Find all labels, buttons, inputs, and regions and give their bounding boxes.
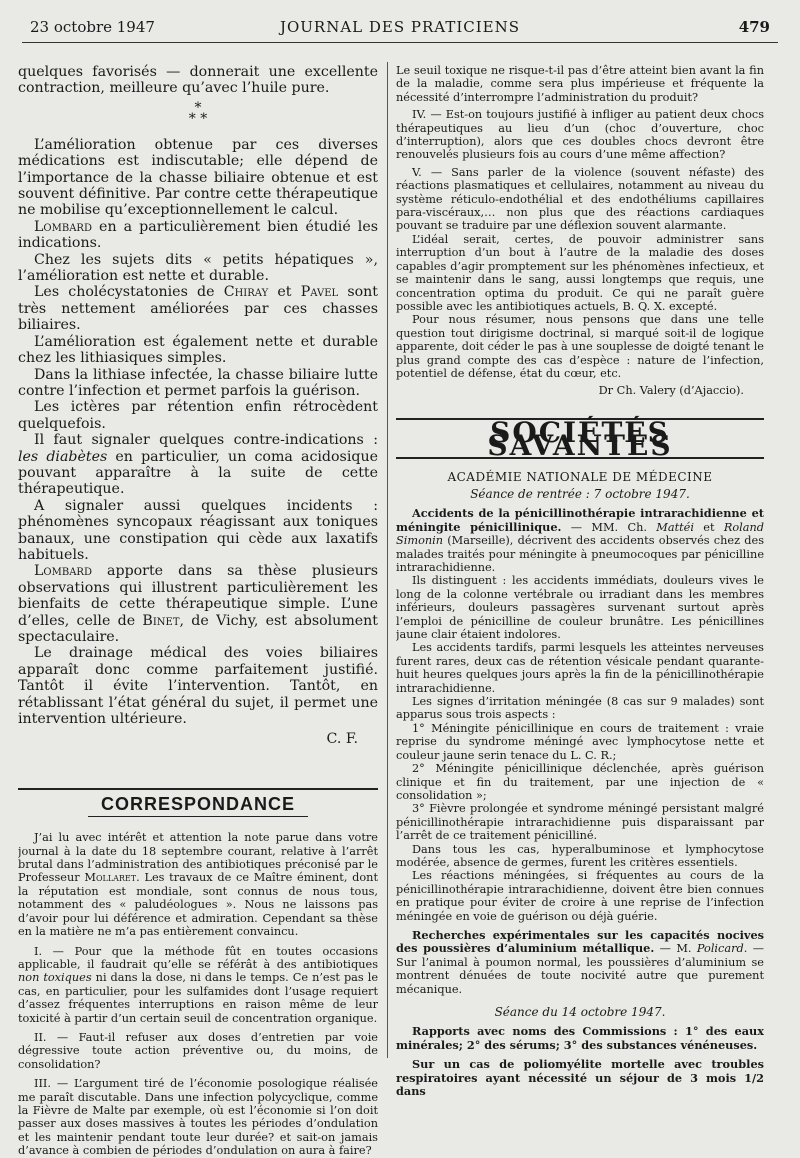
author-name: Lombard — [34, 563, 92, 580]
text: en particulier, un coma acidosique pouvant apparaître à la suite de cette thérapeutique. — [18, 448, 378, 498]
article-title: Recherches expérimentales sur les capacités nocives des poussières d’aluminium métallique. — [396, 927, 764, 956]
author-name: Roland Simonin — [396, 520, 764, 548]
paragraph: Dans la lithiase infectée, la chasse biliaire lutte contre l’infection et permet parfois la guérison. — [18, 366, 378, 399]
author-name: Mattéi — [656, 520, 694, 534]
paragraph: L’amélioration est également nette et durable chez les lithiasiques simples. — [18, 333, 378, 367]
paragraph: V. — Sans parler de la violence (souvent néfaste) des réactions plasmatiques et cellulaires, notamment au niveau du système réticulo-endothélial et des endothéliums capillaires para-viscéraux,… non plus que des réactions cardiaques pouvant se traduire par une déflexion souvent alarmante. — [396, 165, 764, 233]
issue-date: 23 octobre 1947 — [30, 18, 155, 36]
author-name: Mollaret — [84, 871, 137, 885]
paragraph: quelques favorisés — donnerait une excellente contraction, meilleure qu’avec l’huile pure. — [18, 64, 378, 97]
right-column — [396, 64, 764, 1098]
article-signature: C. F. — [326, 731, 358, 748]
paragraph — [18, 284, 378, 333]
page-header — [30, 14, 770, 40]
paragraph — [18, 831, 378, 938]
text: I. — Pour que la méthode fût en toutes occasions applicable, il faudrait qu’elle se référât à des antibiotiques — [18, 944, 378, 971]
paragraph: Les accidents tardifs, parmi lesquels les atteintes nerveuses furent rares, deux cas de rétention vésicale pendant quarante-huit heures quelques jours après la fin de la pénicillinothérapie intrarachidienne. — [396, 641, 764, 695]
paragraph: L’amélioration obtenue par ces diverses médications est indiscutable; elle dépend de l’importance de la chasse biliaire obtenue et est souvent définitive. Par contre cette thérapeutique ne mobilise qu’exceptionnellement le calcul. — [18, 136, 378, 219]
paragraph: Ils distinguent : les accidents immédiats, douleurs vives le long de la colonne vertébrale ou irradiant dans les membres inférieurs, douleurs passagères survenant surtout après l’emploi de pénicilline de couleur brunâtre. Les pénicillines jaune clair étaient indolores. — [396, 574, 764, 642]
author-name: Pavel — [300, 284, 339, 301]
article-title: Accidents de la pénicillinothérapie intrarachidienne et méningite pénicillinique. — [396, 506, 764, 534]
correspondance-body — [18, 831, 378, 1157]
italic-text: les diabètes — [18, 448, 108, 465]
text: Il faut signaler quelques contre-indications : — [34, 432, 378, 449]
text: et — [268, 284, 301, 301]
paragraph — [18, 563, 378, 645]
section-stars — [18, 99, 378, 127]
paragraph: A signaler aussi quelques incidents : phénomènes syncopaux réagissant aux toniques banaux, une constipation qui cède aux laxatifs habituels. — [18, 497, 378, 563]
text: Les cholécystatonies de — [34, 284, 224, 301]
paragraph: Le seuil toxique ne risque-t-il pas d’être atteint bien avant la fin de la maladie, comme sera plus impérieuse et fréquente la nécessité d’interrompre l’administration du produit? — [396, 64, 764, 104]
paragraph — [396, 507, 764, 574]
paragraph: II. — Faut-il refuser aux doses d’entretien par voie dégressive toute action préventive ou, du moins, de consolidation? — [18, 1030, 378, 1071]
author-name: Binet — [142, 612, 180, 629]
paragraph: Les réactions méningées, si fréquentes au cours de la pénicillinothérapie intrarachidienne, doivent être bien connues en pratique pour éviter de croire à une reprise de l’infection méningée en voie de guérison ou déjà guérie. — [396, 869, 764, 923]
section-title: SOCIÉTÉS SAVANTES — [487, 415, 673, 463]
paragraph: 1° Méningite pénicillinique en cours de traitement : vraie reprise du syndrome méningé avec lymphocytose nette et couleur jaune serin tenace du L. C. R.; — [396, 721, 764, 762]
text: . Les travaux de ce Maître éminent, dont la réputation est mondiale, sont connus de nous tous, notamment des « paludéologues ». Nous ne laissons pas d’avoir pour lui déférence et admiration. Cependant sa thèse en la matière ne m’a pas entièrement convaincu. — [18, 871, 378, 939]
paragraph: Les signes d’irritation méningée (8 cas sur 9 malades) sont apparus sous trois aspects : — [396, 695, 764, 722]
text: J’ai lu avec intérêt et attention la note parue dans votre journal à la date du 18 septembre courant, relative à l’arrêt brutal dans l’administration des antibiotiques préconisé par le Professeur — [18, 831, 378, 885]
author-name: Lombard — [34, 218, 92, 235]
text: — M. — [654, 942, 697, 956]
text: et — [693, 520, 724, 534]
paragraph — [18, 219, 378, 252]
paragraph: L’idéal serait, certes, de pouvoir administrer sans interruption d’un bout à l’autre de la maladie des doses capables d’agir promptement sur les phénomènes infectieux, et se maintenir dans le sang, aussi longtemps que requis, une concentration optima du produit. Ce qui ne paraît guère possible avec les antibiotiques actuels, B. Q. X. excepté. — [396, 232, 764, 313]
paragraph: IV. — Est-on toujours justifié à infliger au patient deux chocs thérapeutiques au lieu d’un (choc d’ouverture, choc d’interruption), alors que ces doubles chocs devront être renouvelés plusieurs fois au cours d’une même affection? — [396, 108, 764, 162]
paragraph: 2° Méningite pénicillinique déclenchée, après guérison clinique et fin du traitement, par une injection de « consolidation »; — [396, 762, 764, 802]
text: . — Sur l’animal à poumon normal, les poussières d’aluminium se montrent dénuées de toute nocivité autre que purement mécanique. — [396, 942, 764, 996]
paragraph — [396, 929, 764, 996]
paragraph: Le drainage médical des voies biliaires apparaît donc comme parfaitement justifié. Tantôt il évite l’intervention. Tantôt, en rétablissant l’état général du sujet, il permet une intervention ultérieure. — [18, 645, 378, 728]
paragraph: Dans tous les cas, hyperalbuminose et lymphocytose modérée, absence de germes, furent les critères essentiels. — [396, 842, 764, 869]
societes-savantes-banner — [396, 415, 764, 463]
paragraph: Les ictères par rétention enfin rétrocèdent quelquefois. — [18, 399, 378, 432]
paragraph: III. — L’argument tiré de l’économie posologique réalisée me paraît discutable. Dans une infection polycyclique, comme la Fièvre de Malte par exemple, où est l’économie si l’on doit passer aux doses massives à toutes les périodes d’ondulation et les maintenir pendant toute leur durée? et sait-on jamais d’avance à combien de périodes d’ondulation on aura à faire? — [18, 1077, 378, 1158]
page-number: 479 — [738, 18, 770, 36]
paragraph — [396, 1025, 764, 1052]
header-rule — [22, 42, 778, 43]
session-date: Séance du 14 octobre 1947. — [494, 1005, 666, 1019]
text: sont très nettement améliorées par ces chasses biliaires. — [18, 284, 378, 334]
text: (Marseille), décrivent des accidents observés chez des malades traités pour méningite à pneumocoques par pénicilline intrarachidienne. — [396, 534, 764, 574]
text: — MM. Ch. — [561, 520, 657, 534]
stars-text: * * * — [188, 99, 208, 127]
academy-heading: ACADÉMIE NATIONALE DE MÉDECINE — [447, 469, 713, 484]
paragraph: Pour nous résumer, nous pensons que dans une telle question tout dirigisme doctrinal, si marqué soit-il de logique apparente, doit céder le pas à une souplesse de doigté tenant le plus grand compte des cas d’espèce : nature de l’infection, potentiel de défense, état du cœur, etc. — [396, 313, 764, 380]
column-rule — [387, 62, 388, 1058]
text: , de Vichy, est absolument spectaculaire. — [18, 612, 378, 645]
paragraph — [18, 432, 378, 498]
article-title: Sur un cas de poliomyélite mortelle avec troubles respiratoires ayant nécessité un séjour de 3 mois 1/2 dans — [396, 1057, 764, 1099]
text: apporte dans sa thèse plusieurs observations qui illustrent particulièrement les bienfaits de cette thérapeutique simple. L’une d’elles, celle de — [18, 563, 378, 629]
left-column — [18, 64, 378, 1158]
paragraph — [18, 945, 378, 1025]
article-title: Rapports avec noms des Commissions : 1° des eaux minérales; 2° des sérums; 3° des substances vénéneuses. — [396, 1024, 764, 1052]
author-name: Chiray — [223, 284, 269, 301]
section-title: CORRESPONDANCE — [100, 793, 296, 814]
correspondance-heading — [18, 788, 378, 817]
paragraph: 3° Fièvre prolongée et syndrome méningé persistant malgré pénicillinothérapie intrarachidienne puis disparaissant par l’arrêt de ce traitement pénicilliné. — [396, 802, 764, 843]
paragraph: Chez les sujets dits « petits hépatiques », l’amélioration est nette et durable. — [18, 251, 378, 285]
paragraph — [396, 1058, 764, 1098]
article-signature: Dr Ch. Valery (d’Ajaccio). — [598, 384, 744, 398]
italic-text: non toxiques — [18, 971, 92, 985]
heading-rule — [88, 816, 308, 817]
text: en a particulièrement bien étudié les indications. — [18, 218, 378, 252]
session-date: Séance de rentrée : 7 octobre 1947. — [470, 486, 690, 501]
journal-title: JOURNAL DES PRATICIENS — [279, 18, 521, 36]
text: ni dans la dose, ni dans le temps. Ce n’est pas le cas, en particulier, pour les sulfamides dont l’usage requiert d’assez fréquentes interruptions en raison même de leur toxicité à partir d’un certain seuil de concentration organique. — [18, 971, 378, 1025]
author-name: Policard — [696, 942, 744, 956]
